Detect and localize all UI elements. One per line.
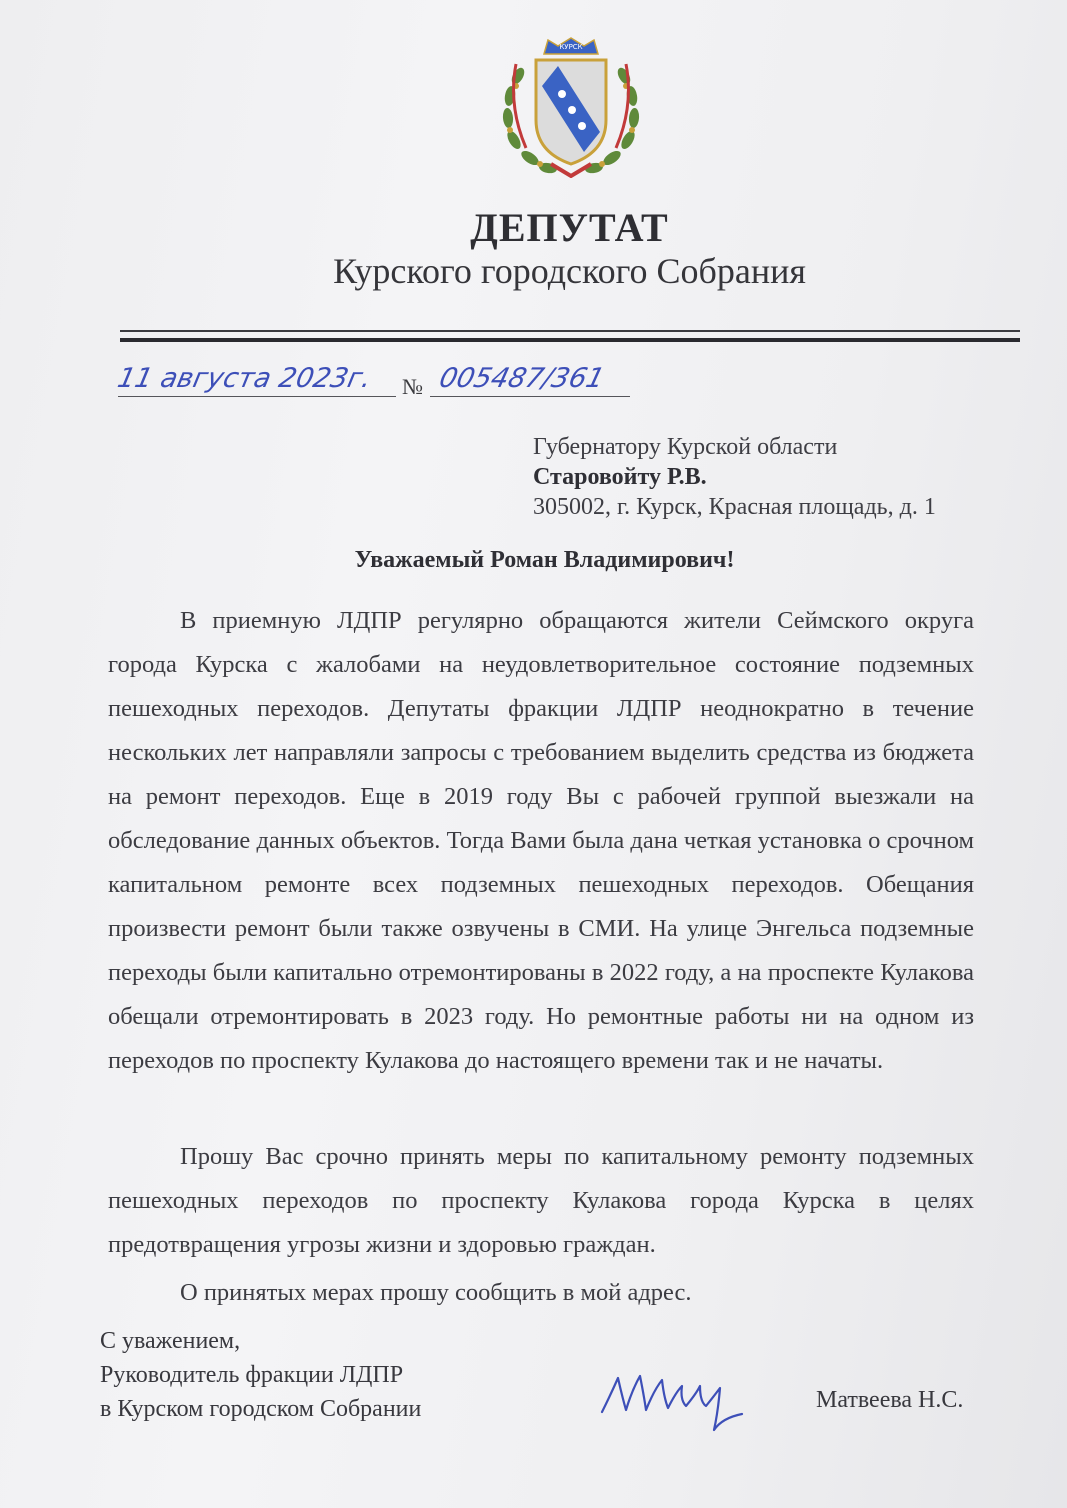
letterhead-title: ДЕПУТАТ <box>470 205 669 250</box>
body-paragraph-3: О принятых мерах прошу сообщить в мой адрес. <box>180 1279 692 1306</box>
registration-number-label: № <box>402 374 423 399</box>
addressee-block <box>533 432 936 522</box>
date-underline <box>118 396 396 397</box>
letterhead-subtitle: Курского городского Собрания <box>333 251 806 291</box>
addressee-name: Старовойту Р.В. <box>533 464 707 490</box>
handwritten-registration-number: 005487/361 <box>436 363 608 394</box>
closing-position: Руководитель фракции ЛДПР <box>100 1362 404 1388</box>
salutation: Уважаемый Роман Владимирович! <box>354 547 735 573</box>
svg-text:КУРСК: КУРСК <box>559 43 583 51</box>
header-divider-thick <box>120 338 1020 342</box>
kursk-coat-of-arms-emblem <box>496 36 646 178</box>
closing-regards: С уважением, <box>100 1328 241 1354</box>
handwritten-signature <box>596 1356 756 1436</box>
number-underline <box>430 396 630 397</box>
handwritten-date: 11 августа 2023г. <box>114 363 375 394</box>
closing-organization: в Курском городском Собрании <box>100 1396 422 1422</box>
signer-name: Матвеева Н.С. <box>816 1387 964 1413</box>
closing-block <box>100 1324 421 1426</box>
addressee-position: Губернатору Курской области <box>533 434 838 460</box>
addressee-address: 305002, г. Курск, Красная площадь, д. 1 <box>533 494 936 520</box>
body-paragraph-1: В приемную ЛДПР регулярно обращаются жители Сеймского округа города Курска с жалобами на неудовлетворительное состояние подземных пешеходных переходов. Депутаты фракции ЛДПР неоднократно в течение нескольких лет направляли запросы с требованием выделить средства из бюджета на ремонт переходов. Еще в 2019 году Вы с рабочей группой выезжали на обследование данных объектов. Тогда Вами была дана четкая установка о срочном капитальном ремонте всех подземных пешеходных переходов. Обещания произвести ремонт были также озвучены в СМИ. На улице Энгельса подземные переходы были капитально отремонтированы в 2022 году, а на проспекте Кулакова обещали отремонтировать в 2023 году. Но ремонтные работы ни на одном из переходов по проспекту Кулакова до настоящего времени так и не начаты. <box>108 607 974 1074</box>
body-paragraph-2: Прошу Вас срочно принять меры по капитальному ремонту подземных пешеходных переходов по проспекту Кулакова города Курска в целях предотвращения угрозы жизни и здоровью граждан. <box>108 1143 974 1258</box>
header-divider-thin <box>120 330 1020 332</box>
